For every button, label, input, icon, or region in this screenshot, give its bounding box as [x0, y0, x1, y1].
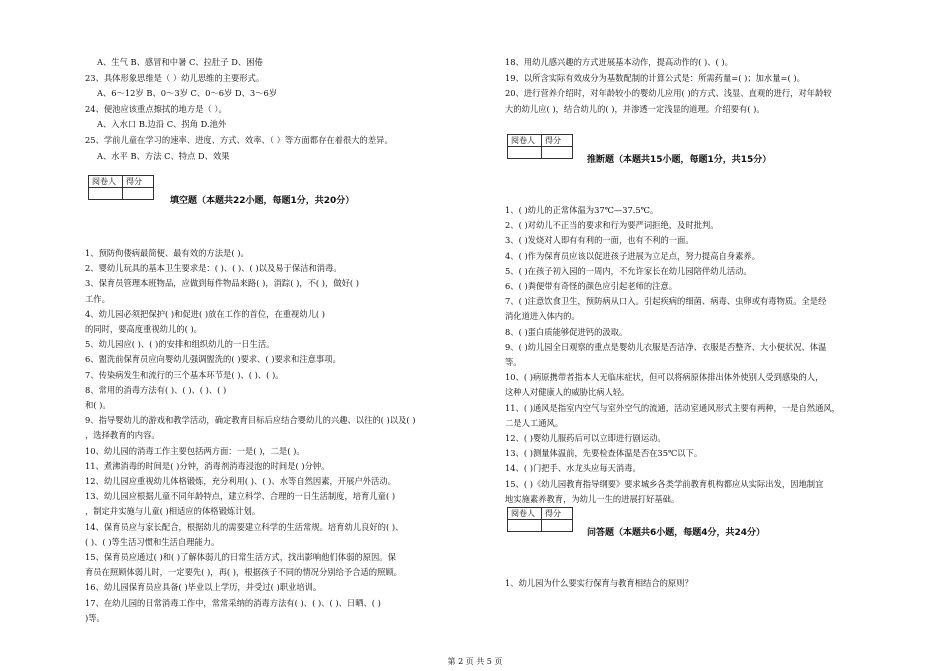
- text-line: 这种人对健康人的威胁比病人轻。: [505, 387, 630, 398]
- text-line: 7、( )注意饮食卫生，预防病从口入。引起疾病的细菌、病毒、虫卵或有毒物质。全是经: [505, 296, 827, 307]
- text-line: 18、用幼儿感兴趣的方式进展基本动作，提高动作的( )、( )。: [505, 57, 733, 67]
- text-line: 16、幼儿园保育员应具备( )毕业以上学历，并受过( )职业培训。: [85, 582, 322, 593]
- text-line: 1、预防佝偻病最简便、最有效的方法是( )。: [85, 248, 249, 258]
- text-line: A、入水口 B.边沿 C、拐角 D.池外: [97, 119, 227, 130]
- text-line: 工作。: [85, 293, 110, 304]
- score-label: 得分: [123, 176, 154, 188]
- page-footer: 第 2 页 共 5 页: [447, 657, 503, 666]
- text-line: 12、( )婴幼儿服药后可以立即进行剧运动。: [505, 433, 666, 443]
- text-line: 13、( )测量体温前，先要检查体温是否在35℃以下。: [505, 448, 703, 459]
- text-line: 5、( )在孩子初入园的一周内，不允许家长在幼儿园陪伴幼儿活动。: [505, 265, 752, 276]
- text-line: 4、幼儿园必须把保护( )和促进( )放在工作的首位，在重视幼儿( ): [85, 308, 326, 319]
- fill-section-title: 填空题（本题共22小题，每题1分，共20分）: [170, 196, 355, 206]
- text-line: 15、保育员应通过( )和( )了解体弱儿的日常生活方式，找出影响他们体弱的原因。保: [85, 552, 396, 562]
- text-line: 地实施素养教育，为幼儿一生的进展打好基础。: [505, 493, 680, 504]
- score-label: 得分: [542, 508, 573, 520]
- text-line: A、水平 B、方法 C、特点 D、效果: [97, 150, 230, 161]
- text-line: 大的幼儿应( )，结合幼儿的( )，并渗透一定浅显的道理。介绍要有( )。: [505, 103, 765, 114]
- text-line: 8、( )蛋白质能够促进钙的汲取。: [505, 326, 628, 337]
- qa-section-title: 问答题（本题共6小题，每题4分，共24分）: [587, 528, 766, 538]
- text-line: 和( )。: [85, 400, 111, 410]
- score-box-qa: [507, 507, 573, 532]
- judge-section-title: 推断题（本题共15小题，每题1分，共15分）: [587, 155, 772, 165]
- text-line: 9、指导婴幼儿的游戏和教学活动，确定教育目标后应结合婴幼儿的兴趣、以往的( )以及( ): [85, 415, 416, 426]
- text-line: 2、( )对幼儿不正当的要求和行为要严词拒绝，及时批判。: [505, 220, 719, 231]
- text-line: 6、( )粪便带有奇怪的颜色应引起老师的注意。: [505, 281, 678, 291]
- score-box-judge: [507, 134, 573, 159]
- text-line: 25、学前儿童在学习的速率、进度、方式、效率、（ ）等方面都存在着很大的差异。: [85, 135, 393, 145]
- text-line: 等。: [505, 357, 522, 367]
- text-line: 的同时，要高度重视幼儿的( )。: [85, 324, 202, 334]
- text-line: ，选择教育的内容。: [85, 430, 160, 441]
- text-line: 14、保育员应与家长配合，根据幼儿的需要建立科学的生活常规。培育幼儿良好的( )、: [85, 521, 404, 532]
- text-line: 11、( )通风是指室内空气与室外空气的流通，活动室通风形式主要有两种，一是自然通风，: [505, 402, 840, 413]
- text-line: 消化道进入体内的。: [505, 311, 580, 322]
- text-line: 10、( )病原携带者指本人无临床症状，但可以将病原体排出体外使别人受到感染的人，: [505, 372, 824, 383]
- text-line: 4、( )作为保育员应该以促进孩子进展为立足点，努力提高自身素养。: [505, 250, 761, 261]
- text-line: 12、幼儿园应重视幼儿体格锻炼，充分利用( )、( )、水等自然因素，开展户外活动。: [85, 476, 396, 486]
- text-line: 二是人工通风。: [505, 417, 564, 428]
- text-line: 23、具体形象思维是（ ）幼儿思维的主要形式。: [85, 72, 265, 83]
- text-line: 2、婴幼儿玩具的基本卫生要求是：( )、( )、( )以及易于保洁和消毒。: [85, 263, 342, 274]
- text-line: 9、( )幼儿园全日观察的重点是婴幼儿衣服是否洁净、衣服是否整齐、大小便状况、体温: [505, 341, 827, 352]
- text-line: 1、幼儿园为什么要实行保育与教育相结合的原则？: [505, 578, 693, 588]
- text-line: ，制定并实施与儿童( )相适应的体格锻炼计划。: [85, 506, 261, 517]
- reviewer-label: 阅卷人: [508, 135, 542, 147]
- text-line: 8、常用的消毒方法有( )、( )、( )、( ): [85, 384, 227, 395]
- text-line: A、6～12岁 B、0～3岁 C、0～6岁 D、3～6岁: [97, 88, 278, 99]
- text-line: ( )、( )等生活习惯和生活自理能力。: [85, 536, 220, 547]
- score-label: 得分: [542, 135, 573, 147]
- text-line: 14、( )门把手、水龙头应每天消毒。: [505, 463, 641, 474]
- text-line: 6、盥洗前保育员应向婴幼儿强调盥洗的( )要求、( )要求和注意事项。: [85, 354, 341, 365]
- text-line: 17、在幼儿园的日常消毒工作中，常常采纳的消毒方法有( )、( )、( )、日晒、( ): [85, 597, 381, 608]
- text-line: 24、便池应该重点擦拭的地方是（ ）。: [85, 103, 227, 114]
- text-line: 3、保育员管理本班物品，应做到每件物品来路( )，消踪( )，不( )，做好( ): [85, 278, 360, 289]
- reviewer-label: 阅卷人: [89, 176, 123, 188]
- reviewer-label: 阅卷人: [508, 508, 542, 520]
- text-line: 19、以所含实际有效成分为基数配制的计算公式是：所需药量=( )；加水量=( )。: [505, 72, 805, 83]
- text-line: A、生气 B、感冒和中暑 C、拉肚子 D、困倦: [97, 57, 263, 67]
- text-line: )等。: [85, 612, 105, 623]
- text-line: 育员在照顾体弱儿时，一定要先( )，再( )，根据孩子不同的情况分别给予合适的照顾。: [85, 567, 402, 578]
- score-box-fill: [88, 175, 154, 200]
- text-line: 1、( )幼儿的正常体温为37℃—37.5℃。: [505, 205, 659, 215]
- text-line: 7、传染病发生和流行的三个基本环节是( )、( )、( )。: [85, 369, 284, 380]
- text-line: 13、幼儿园应根据儿童不同年龄特点，建立科学、合理的一日生活制度，培育儿童( ): [85, 491, 396, 502]
- text-line: 3、( )发烧对人即有有利的一面，也有不利的一面。: [505, 235, 694, 246]
- text-line: 10、幼儿园的消毒工作主要包括两方面：一是( )，二是( )。: [85, 445, 305, 456]
- text-line: 15、( )《幼儿园教育指导纲要》要求城乡各类学前教育机构都应从实际出发，因地制宜: [505, 478, 824, 489]
- text-line: 11、煮沸消毒的时间是( )分钟，消毒剂消毒浸泡的时间是( )分钟。: [85, 460, 330, 471]
- text-line: 20、进行营养介绍时，对年龄较小的婴幼儿应用( )的方式、浅显、直观的进行，对年龄较: [505, 88, 832, 99]
- text-line: 5、幼儿园应( )、( )的安排和组织幼儿的一日生活。: [85, 339, 275, 350]
